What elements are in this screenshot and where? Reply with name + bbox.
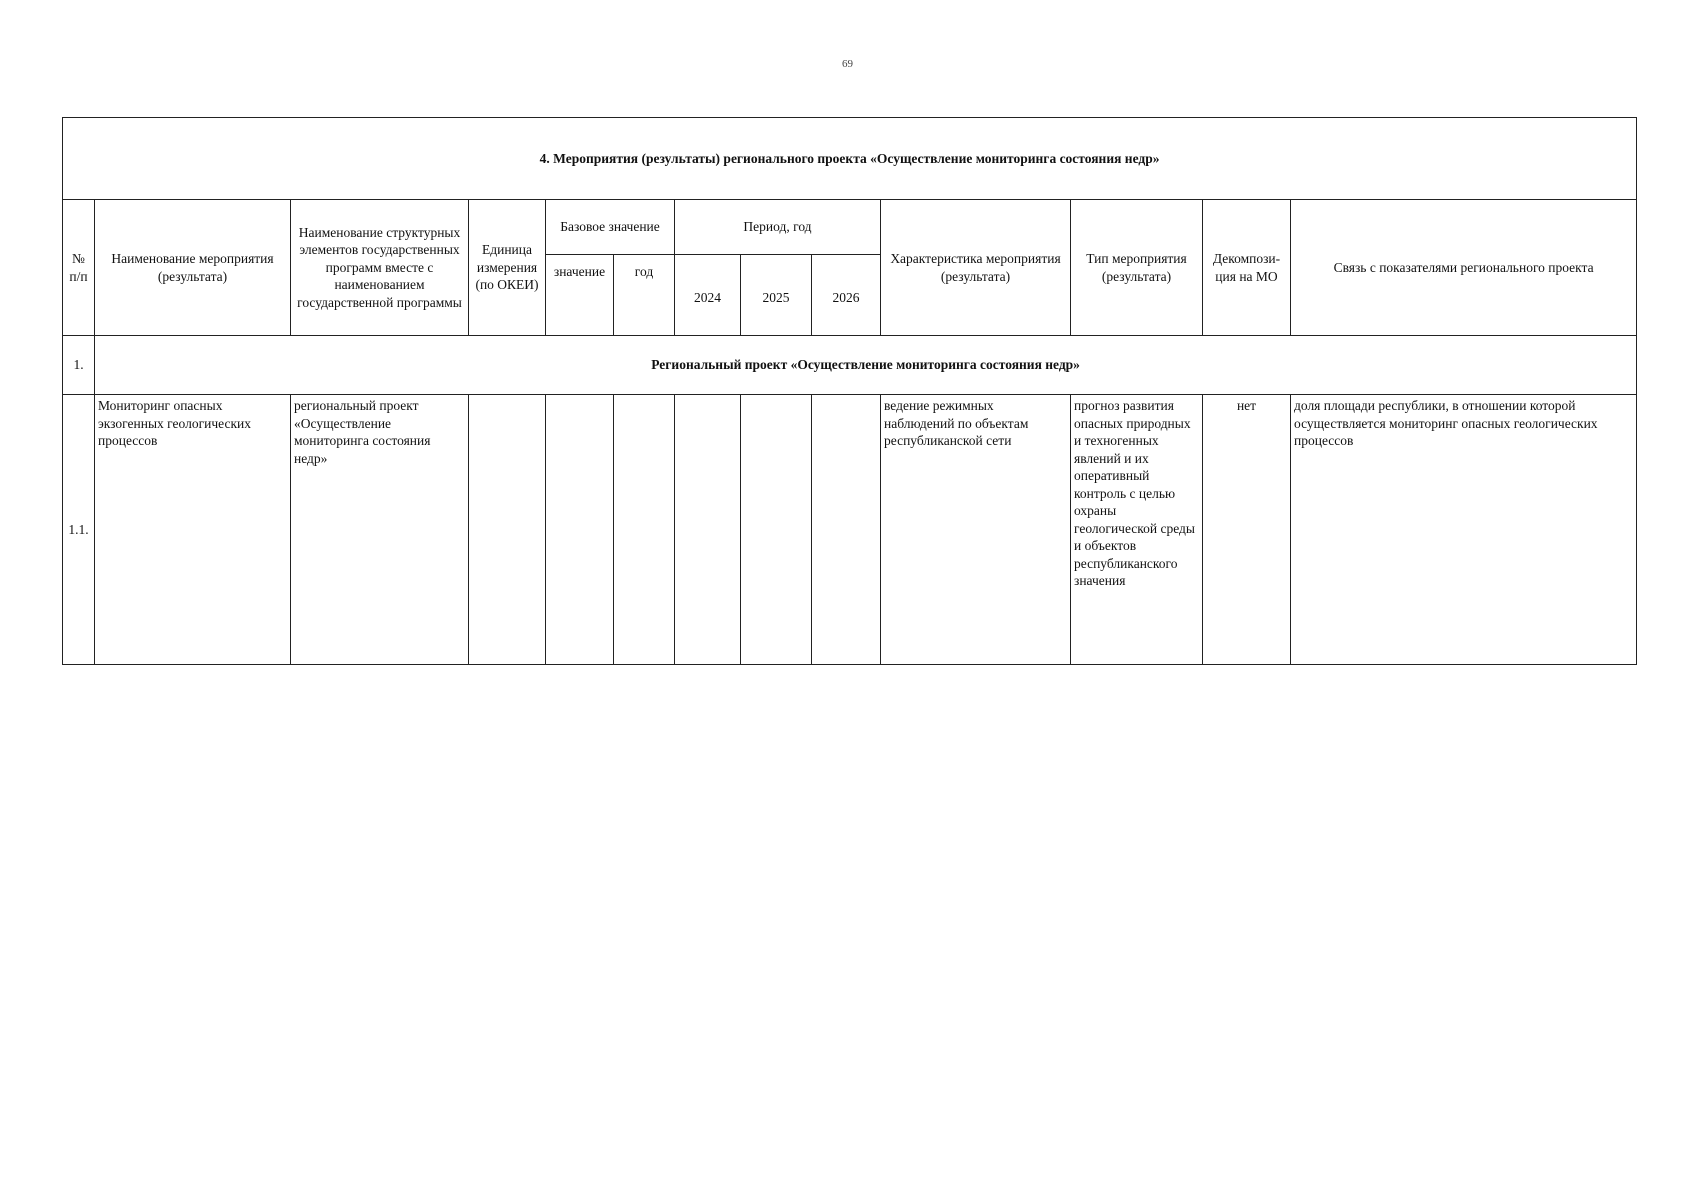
header-year-2026: 2026 xyxy=(812,255,881,336)
header-unit: Единица измерения (по ОКЕИ) xyxy=(469,200,546,336)
table-title: 4. Мероприятия (результаты) регионального проекта «Осуществление мониторинга состояния недр» xyxy=(63,118,1637,200)
header-structural: Наименование структурных элементов государственных программ вместе с наименованием государственной программы xyxy=(291,200,469,336)
header-year-2025: 2025 xyxy=(741,255,812,336)
row-value-2025 xyxy=(741,395,812,665)
row-value-2024 xyxy=(675,395,741,665)
table-title-row xyxy=(63,118,1637,200)
row-base-value xyxy=(546,395,614,665)
header-period: Период, год xyxy=(675,200,881,255)
header-base: Базовое значение xyxy=(546,200,675,255)
events-table xyxy=(62,117,1637,665)
row-type: прогноз развития опасных природных и техногенных явлений и их оперативный контроль с целью охраны геологической среды и объектов республиканского значения xyxy=(1071,395,1203,665)
section-title: Региональный проект «Осуществление мониторинга состояния недр» xyxy=(95,336,1637,395)
section-row xyxy=(63,336,1637,395)
row-decomposition: нет xyxy=(1203,395,1291,665)
header-link: Связь с показателями регионального проекта xyxy=(1291,200,1637,336)
row-unit xyxy=(469,395,546,665)
header-type: Тип мероприятия (результата) xyxy=(1071,200,1203,336)
row-value-2026 xyxy=(812,395,881,665)
table-row xyxy=(63,395,1637,665)
header-decomposition: Декомпози-ция на МО xyxy=(1203,200,1291,336)
row-characteristic: ведение режимных наблюдений по объектам республиканской сети xyxy=(881,395,1071,665)
row-structural: региональный проект «Осуществление мониторинга состояния недр» xyxy=(291,395,469,665)
row-num: 1.1. xyxy=(63,395,95,665)
header-base-value: значение xyxy=(546,255,614,336)
row-base-year xyxy=(614,395,675,665)
page-number: 69 xyxy=(842,58,853,70)
section-num: 1. xyxy=(63,336,95,395)
header-base-year: год xyxy=(614,255,675,336)
header-num: № п/п xyxy=(63,200,95,336)
header-row-1 xyxy=(63,200,1637,255)
row-name: Мониторинг опасных экзогенных геологических процессов xyxy=(95,395,291,665)
header-name: Наименование мероприятия (результата) xyxy=(95,200,291,336)
header-characteristic: Характеристика мероприятия (результата) xyxy=(881,200,1071,336)
row-link: доля площади республики, в отношении которой осуществляется мониторинг опасных геологических процессов xyxy=(1291,395,1637,665)
header-year-2024: 2024 xyxy=(675,255,741,336)
